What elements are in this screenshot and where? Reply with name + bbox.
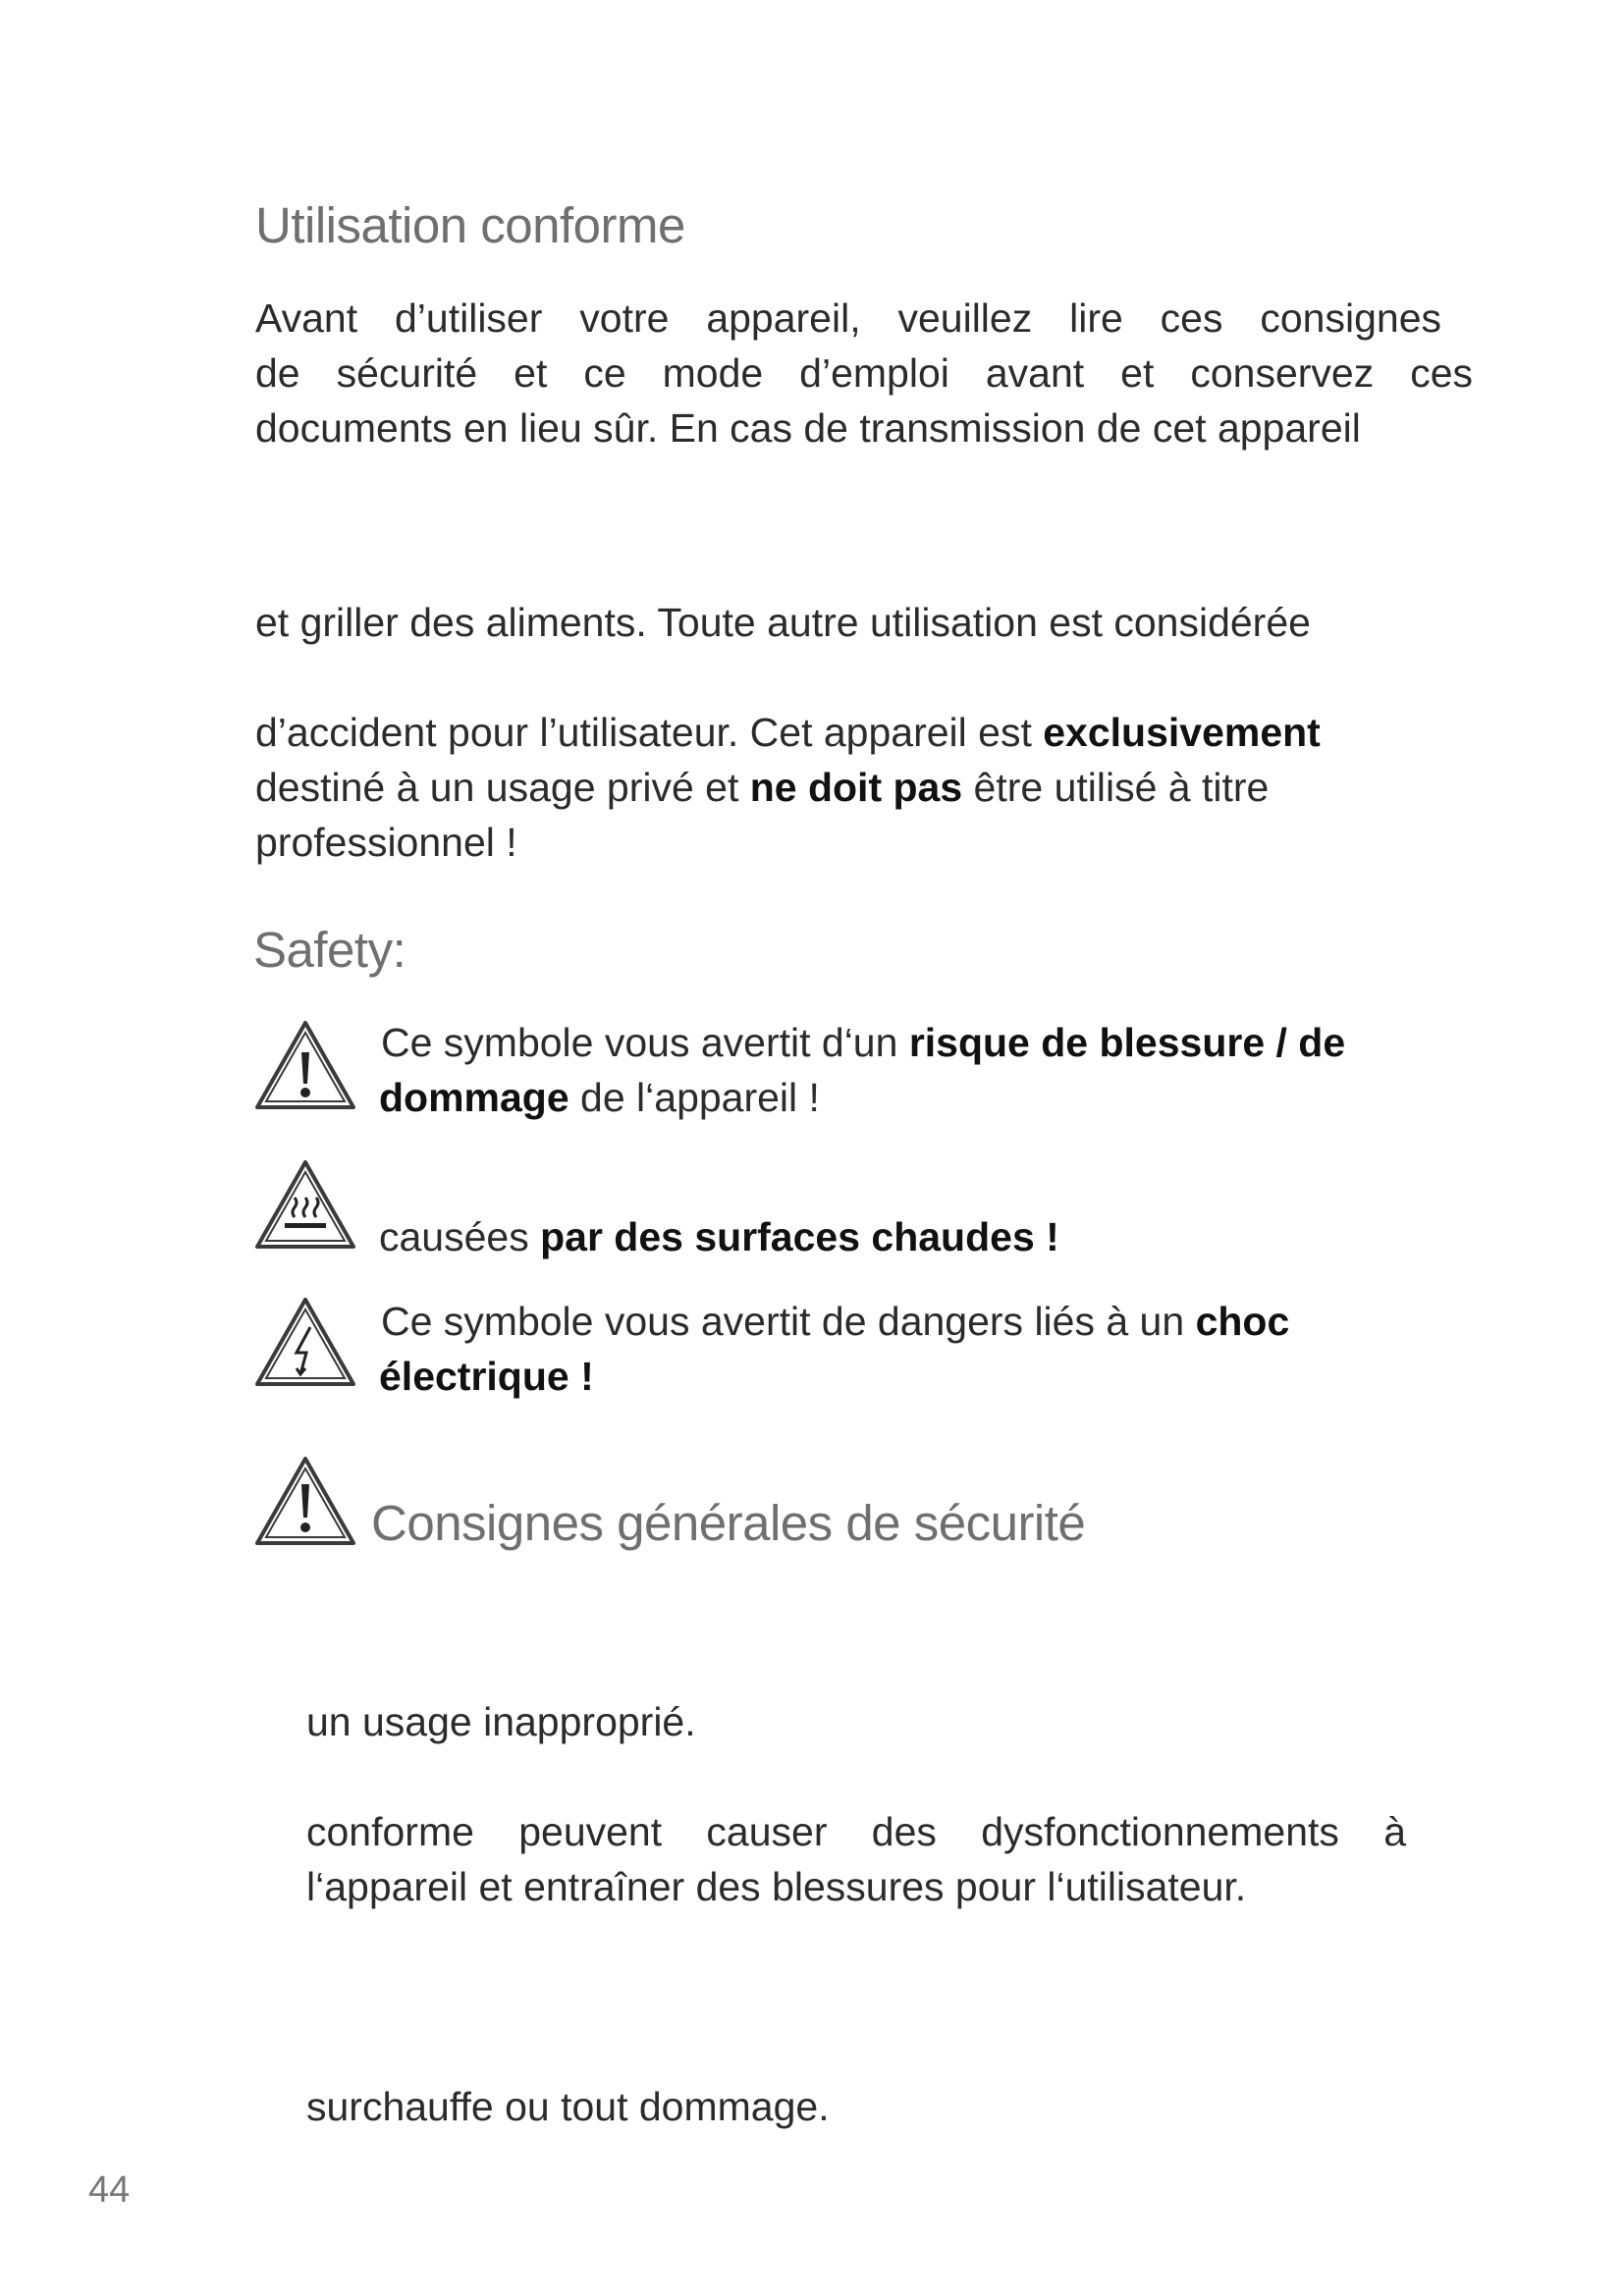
warning-text: Ce symbole vous avertit d‘un (381, 1020, 909, 1065)
general-line-1: un usage inapproprié. (306, 1699, 696, 1744)
electric-text: Ce symbole vous avertit de dangers liés à un (381, 1299, 1196, 1344)
section-heading-utilisation: Utilisation conforme (255, 197, 685, 253)
general-line-3: l‘appareil et entraîner des blessures pour l‘utilisateur. (306, 1864, 1247, 1909)
usage-line-1-text: d’accident pour l’utilisateur. Cet appareil est (255, 710, 1044, 755)
usage-line-2-text: destiné à un usage privé et (255, 765, 750, 810)
hot-surface-icon (253, 1158, 357, 1251)
page-number: 44 (88, 2169, 131, 2211)
usage-line-2 (255, 760, 1269, 815)
section-heading-consignes: Consignes générales de sécurité (371, 1495, 1086, 1551)
warning-line-2 (379, 1070, 820, 1125)
intro-line-1: Avant d’utiliser votre appareil, veuillez lire ces consignes (255, 295, 1441, 341)
bold-risque: risque de blessure / de (908, 1020, 1346, 1065)
electric-line-1 (381, 1294, 1289, 1349)
general-line-4: surchauffe ou tout dommage. (306, 2084, 830, 2129)
warning-exclamation-icon (253, 1019, 357, 1111)
usage-line-3: professionnel ! (255, 820, 517, 865)
usage-line-2-tail: être utilisé à titre (962, 765, 1270, 810)
hot-line-1 (379, 1209, 1059, 1264)
usage-line-1 (255, 705, 1321, 760)
electric-shock-icon (253, 1296, 357, 1388)
bold-electrique: électrique ! (379, 1354, 594, 1399)
electric-line-2 (379, 1349, 594, 1404)
intro-line-3: documents en lieu sûr. En cas de transmission de cet appareil (255, 405, 1361, 451)
warning-tail: de l‘appareil ! (568, 1075, 820, 1120)
bold-surfaces-chaudes: par des surfaces chaudes ! (540, 1214, 1059, 1259)
hot-text: causées (379, 1214, 541, 1259)
intro-line-4: et griller des aliments. Toute autre utilisation est considérée (255, 600, 1311, 645)
warning-line-1 (381, 1015, 1345, 1070)
general-line-2: conforme peuvent causer des dysfonctionnements à (306, 1809, 1406, 1854)
bold-exclusivement: exclusivement (1043, 710, 1321, 755)
bold-dommage: dommage (379, 1075, 569, 1120)
section-heading-safety: Safety: (253, 922, 406, 978)
intro-line-2: de sécurité et ce mode d’emploi avant et conservez ces (255, 350, 1473, 396)
bold-ne-doit-pas: ne doit pas (749, 765, 963, 810)
general-warning-icon (253, 1455, 357, 1547)
bold-choc: choc (1195, 1299, 1290, 1344)
